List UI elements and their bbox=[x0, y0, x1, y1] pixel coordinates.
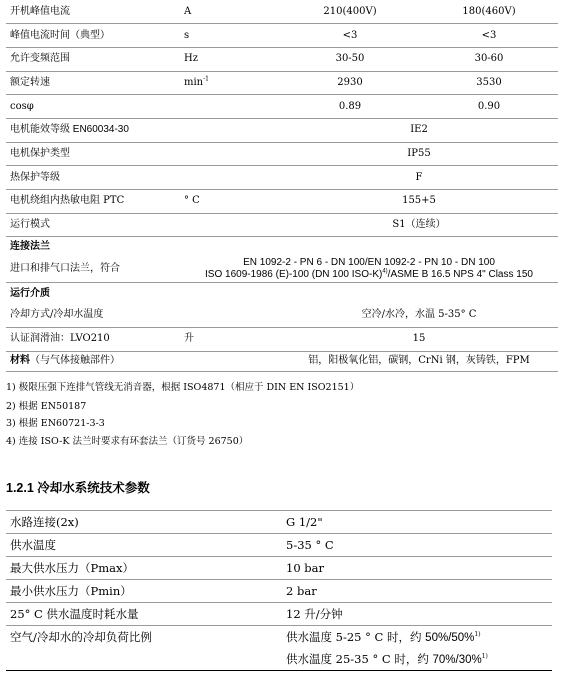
spec-unit: Hz bbox=[180, 47, 280, 71]
water-ratio: 70%/30% bbox=[432, 654, 482, 666]
spec-label: 热保护等级 bbox=[6, 166, 180, 190]
spec-label: 电机能效等级 EN60034-30 bbox=[6, 118, 180, 142]
spec-value: 155+5 bbox=[280, 190, 558, 214]
spec-label: 电机绕组内热敏电阻 PTC bbox=[6, 190, 180, 214]
footnote-ref: 1) bbox=[474, 631, 481, 639]
spec-row bbox=[6, 47, 558, 71]
section-heading-row bbox=[6, 237, 558, 256]
spec-value-1: 210(400V) bbox=[280, 0, 420, 24]
spec-label: 冷却方式/冷却水温度 bbox=[6, 304, 180, 328]
spec-row bbox=[6, 328, 558, 352]
water-label: 最大供水压力（Pmax） bbox=[6, 557, 282, 580]
water-row bbox=[6, 534, 552, 557]
spec-unit: 升 bbox=[180, 328, 280, 352]
water-row bbox=[6, 580, 552, 603]
spec-row bbox=[6, 118, 558, 142]
spec-unit: ° C bbox=[180, 190, 280, 214]
spec-row bbox=[6, 166, 558, 190]
label-bold: 材料 bbox=[10, 355, 30, 367]
spec-unit bbox=[180, 95, 280, 119]
spec-unit bbox=[180, 71, 280, 95]
spec-label: 运行模式 bbox=[6, 213, 180, 237]
spec-value: 15 bbox=[280, 328, 558, 352]
footnote: 4) 连接 ISO-K 法兰时要求有环套法兰（订货号 26750） bbox=[6, 436, 249, 447]
spec-value: IE2 bbox=[280, 118, 558, 142]
water-row bbox=[6, 511, 552, 534]
flange-line-2b: /ASME B 16.5 NPS 4" Class 150 bbox=[387, 269, 533, 281]
spec-label: 峰值电流时间（典型） bbox=[6, 24, 180, 48]
spec-row bbox=[6, 71, 558, 95]
water-label: 25° C 供水温度时耗水量 bbox=[6, 603, 282, 626]
footnote: 2) 根据 EN50187 bbox=[6, 401, 87, 412]
footnote: 3) 根据 EN60721-3-3 bbox=[6, 418, 105, 429]
spec-row bbox=[6, 24, 558, 48]
water-row bbox=[6, 603, 552, 626]
spec-value-1: 30-50 bbox=[280, 47, 420, 71]
motor-spec-table bbox=[6, 0, 558, 372]
spec-value: 铝，阳极氧化铝，碳钢，CrNi 钢，灰铸铁，FPM bbox=[280, 351, 558, 371]
water-value: 5-35 ° C bbox=[282, 534, 552, 557]
water-value bbox=[282, 626, 552, 649]
flange-line-2 bbox=[184, 269, 554, 281]
water-row bbox=[6, 557, 552, 580]
water-value: G 1/2" bbox=[282, 511, 552, 534]
water-value-text: 供水温度 25-35 ° C 时，约 bbox=[286, 652, 433, 666]
section-title: 1.2.1 冷却水系统技术参数 bbox=[6, 481, 150, 495]
spec-row bbox=[6, 190, 558, 214]
spec-unit: s bbox=[180, 24, 280, 48]
spec-value: F bbox=[280, 166, 558, 190]
water-label: 供水温度 bbox=[6, 534, 282, 557]
spec-value-1: 0.89 bbox=[280, 95, 420, 119]
water-label: 空气/冷却水的冷却负荷比例 bbox=[10, 630, 152, 644]
footnote-ref: 1) bbox=[481, 653, 488, 661]
water-value bbox=[282, 648, 552, 671]
spec-label: 开机峰值电流 bbox=[6, 0, 180, 24]
spec-label: 认证润滑油：LVO210 bbox=[6, 328, 180, 352]
spec-value-2: 0.90 bbox=[420, 95, 558, 119]
spec-value-2: 3530 bbox=[420, 71, 558, 95]
water-value: 12 升/分钟 bbox=[282, 603, 552, 626]
section-heading: 连接法兰 bbox=[10, 240, 50, 252]
water-row bbox=[6, 626, 552, 649]
water-value: 2 bar bbox=[282, 580, 552, 603]
spec-label: cosφ bbox=[6, 95, 180, 119]
flange-standards bbox=[180, 256, 558, 283]
spec-row bbox=[6, 142, 558, 166]
water-label: 水路连接(2x) bbox=[6, 511, 282, 534]
spec-label: 额定转速 bbox=[6, 71, 180, 95]
spec-value-2: 30-60 bbox=[420, 47, 558, 71]
spec-value-2: <3 bbox=[420, 24, 558, 48]
spec-row bbox=[6, 256, 558, 283]
cooling-water-table bbox=[6, 510, 552, 671]
spec-value-1: 2930 bbox=[280, 71, 420, 95]
spec-row bbox=[6, 0, 558, 24]
spec-unit: A bbox=[180, 0, 280, 24]
unit-text: min bbox=[184, 76, 204, 88]
spec-row bbox=[6, 95, 558, 119]
spec-value-1: <3 bbox=[280, 24, 420, 48]
label-rest: （与气体接触部件） bbox=[30, 355, 120, 367]
flange-line-2a: ISO 1609-1986 (E)-100 (DN 100 ISO-K) bbox=[205, 269, 383, 281]
water-row bbox=[6, 648, 552, 671]
spec-label: 电机保护类型 bbox=[6, 142, 180, 166]
spec-row bbox=[6, 351, 558, 371]
water-ratio: 50%/50% bbox=[425, 632, 475, 644]
section-heading-row bbox=[6, 283, 558, 304]
footnote: 1) 极限压强下连排气管线无消音器，根据 ISO4871（相应于 DIN EN ISO2151） bbox=[6, 382, 360, 393]
unit-superscript: -1 bbox=[203, 75, 209, 83]
spec-value-2: 180(460V) bbox=[420, 0, 558, 24]
spec-value: IP55 bbox=[280, 142, 558, 166]
spec-row bbox=[6, 213, 558, 237]
flange-line-1: EN 1092-2 - PN 6 - DN 100/EN 1092-2 - PN 10 - DN 100 bbox=[243, 257, 495, 269]
spec-label bbox=[6, 351, 280, 371]
spec-label: 进口和排气口法兰，符合 bbox=[6, 256, 180, 283]
spec-row bbox=[6, 304, 558, 328]
spec-label: 允许变频范围 bbox=[6, 47, 180, 71]
spec-value: 空冷/水冷，水温 5-35° C bbox=[280, 304, 558, 328]
footnote-ref: 4) bbox=[382, 268, 388, 275]
water-value-text: 供水温度 5-25 ° C 时，约 bbox=[286, 630, 426, 644]
water-label: 最小供水压力（Pmin） bbox=[6, 580, 282, 603]
spec-value: S1（连续） bbox=[280, 213, 558, 237]
water-value: 10 bar bbox=[282, 557, 552, 580]
water-label bbox=[6, 648, 282, 671]
section-heading: 运行介质 bbox=[10, 287, 50, 299]
